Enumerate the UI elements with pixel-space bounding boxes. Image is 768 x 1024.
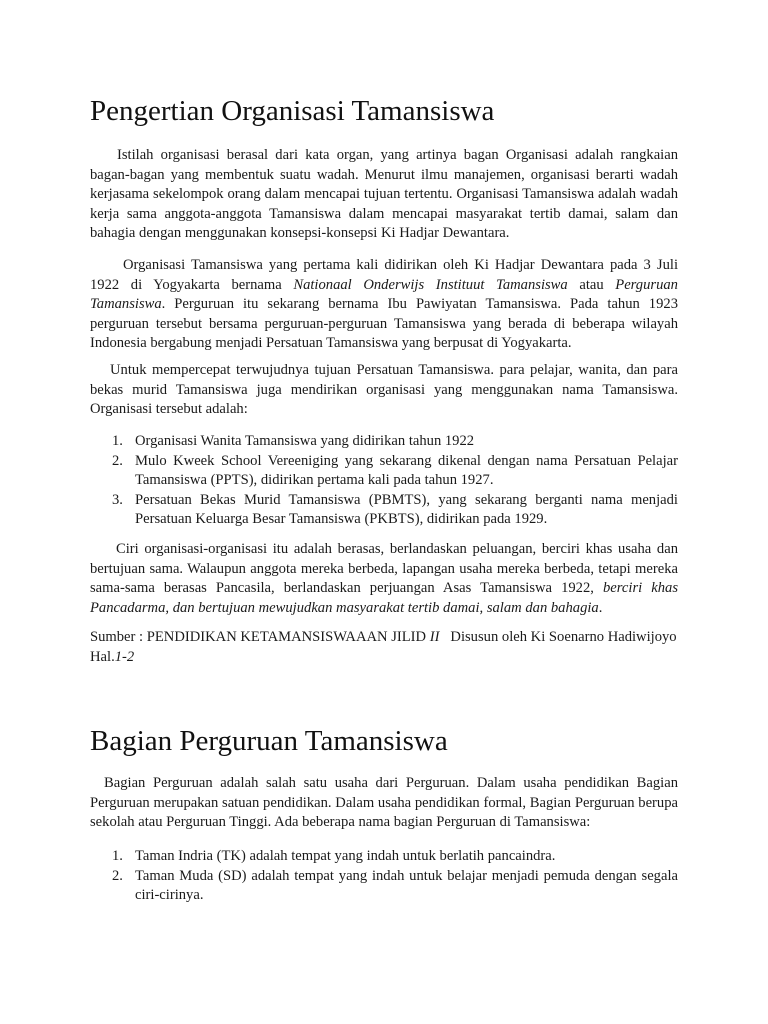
italic-text: II [429, 629, 440, 645]
paragraph-istilah [90, 146, 678, 244]
list-item [90, 452, 678, 491]
paragraph-text: Bagian Perguruan adalah salah satu usaha dari Perguruan. Dalam usaha pendidikan Bagian Perguruan merupakan satuan pendidikan. Dalam usaha pendidikan formal, Bagian Perguruan berupa sekolah atau Perguruan Tinggi. Ada beberapa nama bagian Perguruan di Tamansiswa: [90, 775, 678, 830]
list-item-text: Taman Indria (TK) adalah tempat yang indah untuk berlatih pancaindra. [135, 848, 556, 864]
list-number: 2. [112, 867, 123, 884]
section-heading-pengertian: Pengertian Organisasi Tamansiswa [90, 95, 495, 127]
list-item [90, 491, 678, 530]
paragraph-text: Istilah organisasi berasal dari kata organ, yang artinya bagan Organisasi adalah rangkaian bagan-bagan yang membentuk suatu wadah. Menurut ilmu manajemen, organisasi berarti wadah kerjasama sekelompok orang dalam mencapai tujuan tertentu. Organisasi Tamansiswa adalah wadah kerja sama anggota-anggota Tamansiswa dalam mencapai masyarakat tertib damai, salam dan bahagia dengan menggunakan konsepsi-konsepsi Ki Hadjar Dewantara. [90, 147, 678, 241]
list-item [90, 432, 678, 452]
list-number: 2. [112, 452, 123, 469]
paragraph-ciri [90, 540, 678, 618]
section-heading-bagian: Bagian Perguruan Tamansiswa [90, 725, 448, 757]
list-number: 1. [112, 433, 123, 449]
list-number: 1. [112, 848, 123, 864]
list-item-text: Organisasi Wanita Tamansiswa yang didirikan tahun 1922 [135, 433, 475, 449]
paragraph-text: Untuk mempercepat terwujudnya tujuan Persatuan Tamansiswa. para pelajar, wanita, dan para bekas murid Tamansiswa juga mendirikan organisasi yang menggunakan nama Tamansiswa. Organisasi tersebut adalah: [90, 362, 678, 417]
list-number: 3. [112, 491, 123, 508]
paragraph-text: Organisasi Tamansiswa yang pertama kali didirikan oleh Ki Hadjar Dewantara pada 3 Juli 1922 di Yogyakarta bernama [90, 257, 678, 293]
italic-text: 1-2 [114, 648, 135, 665]
list-item [90, 867, 678, 906]
list-item-text: Persatuan Bekas Murid Tamansiswa (PBMTS), yang sekarang berganti nama menjadi Persatuan Keluarga Besar Tamansiswa (PKBTS), didirikan pada 1929. [135, 491, 678, 527]
source-text: Disusun oleh Ki Soenarno Hadiwijoyo Hal. [90, 629, 681, 665]
source-citation [90, 628, 681, 667]
bagian-list [90, 847, 678, 906]
list-item [90, 847, 678, 867]
list-item-text: Mulo Kweek School Vereeniging yang sekarang dikenal dengan nama Persatuan Pelajar Tamansiswa (PPTS), didirikan pertama kali pada tahun 1927. [135, 452, 678, 488]
source-text: Sumber : PENDIDIKAN KETAMANSISWAAAN JILID [90, 629, 430, 645]
paragraph-text: . [598, 599, 603, 616]
paragraph-persatuan [90, 361, 678, 420]
list-item-text: Taman Muda (SD) adalah tempat yang indah untuk belajar menjadi pemuda dengan segala ciri-cirinya. [135, 867, 678, 903]
paragraph-text: . Perguruan itu sekarang bernama Ibu Pawiyatan Tamansiswa. Pada tahun 1923 perguruan tersebut bersama perguruan-perguruan Tamansiswa yang berada di beberapa wilayah Indonesia bergabung menjadi Persatuan Tamansiswa yang berpusat di Yogyakarta. [90, 296, 678, 351]
paragraph-bagian-perguruan [90, 774, 678, 833]
paragraph-text: Ciri organisasi-organisasi itu adalah berasas, berlandaskan peluangan, berciri khas usaha dan bertujuan sama. Walaupun anggota mereka berbeda, lapangan usaha mereka berbeda, tetapi mereka sama-sama berasas Pancasila, berlandaskan perjuangan Asas Tamansiswa 1922, [90, 541, 678, 596]
paragraph-text: atau [567, 276, 616, 293]
italic-text: Nationaal Onderwijs Instituut Tamansiswa [293, 276, 568, 293]
italic-text: berciri khas Pancadarma, dan bertujuan mewujudkan masyarakat tertib damai, salam dan bahagia [90, 580, 678, 616]
paragraph-sejarah [90, 256, 678, 354]
italic-text: Perguruan Tamansiswa [90, 276, 678, 312]
organisasi-list [90, 432, 678, 530]
